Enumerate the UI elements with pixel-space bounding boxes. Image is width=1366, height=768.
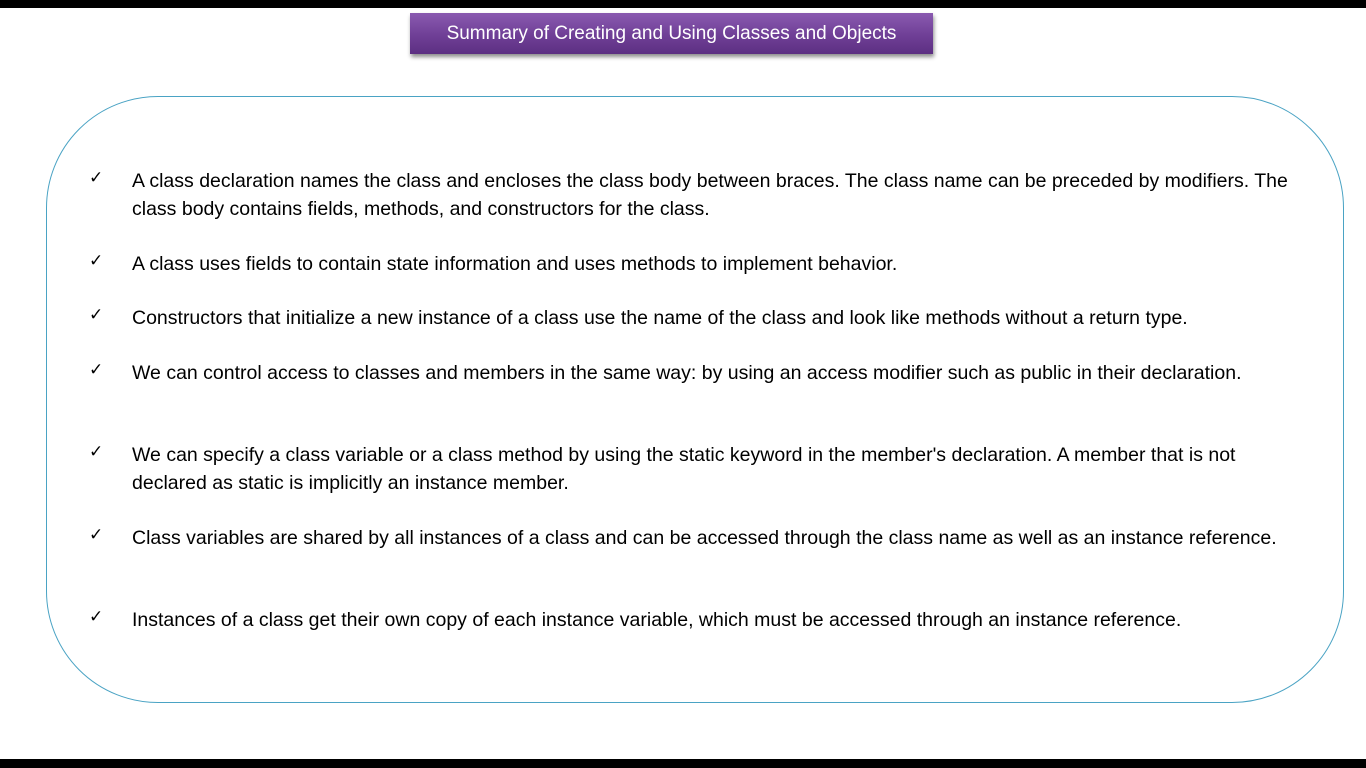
bullet-text: A class uses fields to contain state information and uses methods to implement behavior. [132,253,898,275]
bullet-text: Instances of a class get their own copy of each instance variable, which must be accessed through an instance reference. [132,609,1182,631]
checkmark-icon: ✓ [89,305,104,325]
bullet-text: A class declaration names the class and encloses the class body between braces. The class name can be preceded by modifiers. The class body contains fields, methods, and constructors for the class. [132,170,1288,220]
checkmark-icon: ✓ [89,525,104,545]
bullet-text: Class variables are shared by all instances of a class and can be accessed through the class name as well as an instance reference. [132,527,1277,549]
top-black-bar [0,0,1366,8]
bullet-text: We can specify a class variable or a class method by using the static keyword in the member's declaration. A member that is not declared as static is implicitly an instance member. [132,444,1236,494]
slide-title: Summary of Creating and Using Classes and Objects [446,22,897,44]
bottom-black-bar [0,759,1366,768]
checkmark-icon: ✓ [89,442,104,462]
checkmark-icon: ✓ [89,607,104,627]
checkmark-icon: ✓ [89,360,104,380]
bullet-text: Constructors that initialize a new instance of a class use the name of the class and look like methods without a return type. [132,307,1188,329]
checkmark-icon: ✓ [89,251,104,271]
title-banner [410,13,933,54]
checkmark-icon: ✓ [89,168,104,188]
bullet-text: We can control access to classes and members in the same way: by using an access modifier such as public in their declaration. [132,362,1242,384]
